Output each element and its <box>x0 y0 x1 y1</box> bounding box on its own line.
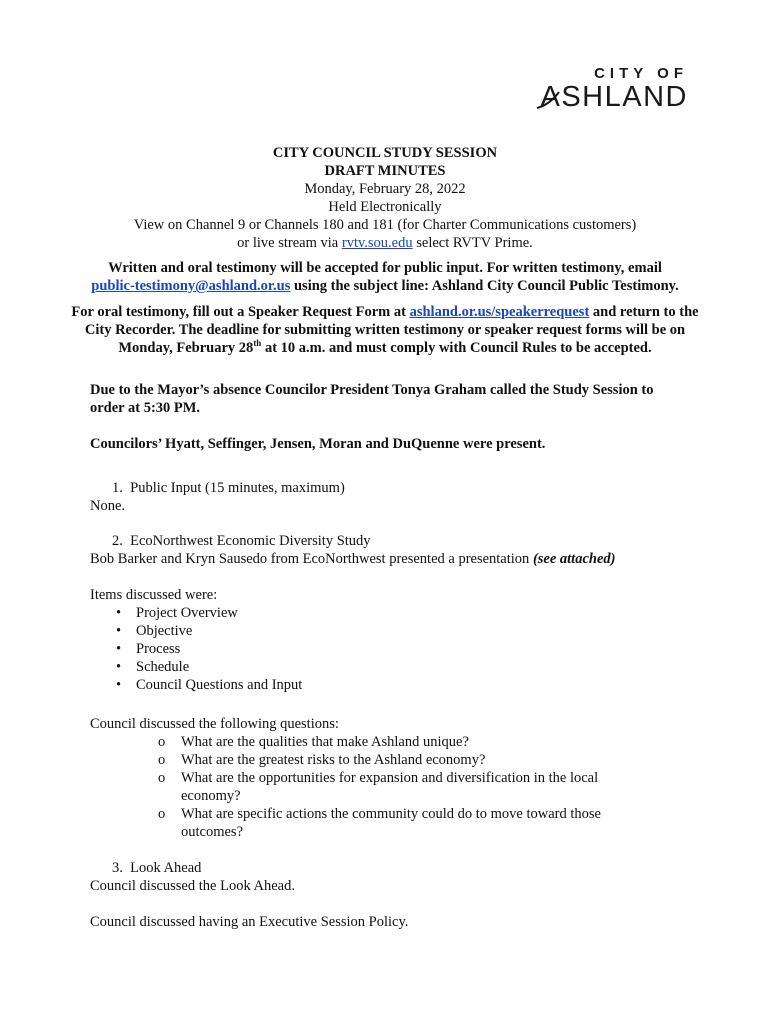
list-item: o What are the opportunities for expansion and diversification in the local economy? <box>90 769 621 805</box>
channels-info: View on Channel 9 or Channels 180 and 181 (for Charter Communications customers) <box>133 217 637 233</box>
list-item: • Process <box>90 640 690 658</box>
councilors-present: Councilors’ Hyatt, Seffinger, Jensen, Moran and DuQuenne were present. <box>90 436 546 452</box>
agenda-item-2 <box>90 532 690 568</box>
list-item: o What are specific actions the community could do to move toward those outcomes? <box>90 805 621 841</box>
list-item: o What are the qualities that make Ashland unique? <box>90 733 621 751</box>
doc-subtitle: DRAFT MINUTES <box>324 163 446 179</box>
questions-list <box>90 733 690 841</box>
stream-link[interactable]: rvtv.sou.edu <box>341 235 413 251</box>
logo-ashland: ASHLAND <box>541 82 689 112</box>
list-item: • Objective <box>90 622 690 640</box>
list-item: • Project Overview <box>90 604 690 622</box>
testimony-email-link[interactable]: public-testimony@ashland.or.us <box>91 278 291 294</box>
see-attached: (see attached) <box>532 551 616 567</box>
list-item: • Council Questions and Input <box>90 676 690 694</box>
list-item: o What are the greatest risks to the Ashland economy? <box>90 751 621 769</box>
item-2-heading: 2. EcoNorthwest Economic Diversity Study <box>112 533 371 549</box>
list-item: • Schedule <box>90 658 690 676</box>
city-logo <box>541 66 689 112</box>
item-1-heading: 1. Public Input (15 minutes, maximum) <box>112 480 345 496</box>
item-3-heading: 3. Look Ahead <box>112 860 202 876</box>
title-block <box>0 144 770 252</box>
items-discussed <box>90 586 690 694</box>
executive-session-note: Council discussed having an Executive Session Policy. <box>90 914 409 930</box>
item-3-text: Council discussed the Look Ahead. <box>90 878 295 894</box>
item-1-text: None. <box>90 498 126 514</box>
stream-info: or live stream via rvtv.sou.edu select RVTV Prime. <box>237 235 533 251</box>
council-questions <box>90 715 690 841</box>
call-to-order: Due to the Mayor’s absence Councilor President Tonya Graham called the Study Session to order at 5:30 PM. <box>90 382 654 416</box>
agenda-item-3 <box>90 859 690 895</box>
written-testimony-notice: Written and oral testimony will be accepted for public input. For written testimony, email public-testimony@ashland.or.us using the subject line: Ashland City Council Public Testimony. <box>91 260 679 294</box>
items-list <box>90 604 690 694</box>
agenda-item-1 <box>90 479 690 515</box>
doc-title: CITY COUNCIL STUDY SESSION <box>272 145 498 161</box>
questions-label: Council discussed the following questions: <box>90 716 339 732</box>
oral-testimony-notice: For oral testimony, fill out a Speaker Request Form at ashland.or.us/speakerrequest and return to the City Recorder. The deadline for submitting written testimony or speaker request forms will be on Monday, February 28th at 10 a.m. and must comply with Council Rules to be accepted. <box>71 304 699 356</box>
speaker-request-link[interactable]: ashland.or.us/speakerrequest <box>409 304 590 320</box>
meeting-date: Monday, February 28, 2022 <box>304 181 466 197</box>
held-electronically: Held Electronically <box>328 199 442 215</box>
item-2-text: Bob Barker and Kryn Sausedo from EcoNorthwest presented a presentation (see attached) <box>90 551 616 567</box>
logo-city-of: CITY OF <box>594 65 688 82</box>
logo-swoosh-icon <box>535 86 565 116</box>
items-label: Items discussed were: <box>90 587 218 603</box>
